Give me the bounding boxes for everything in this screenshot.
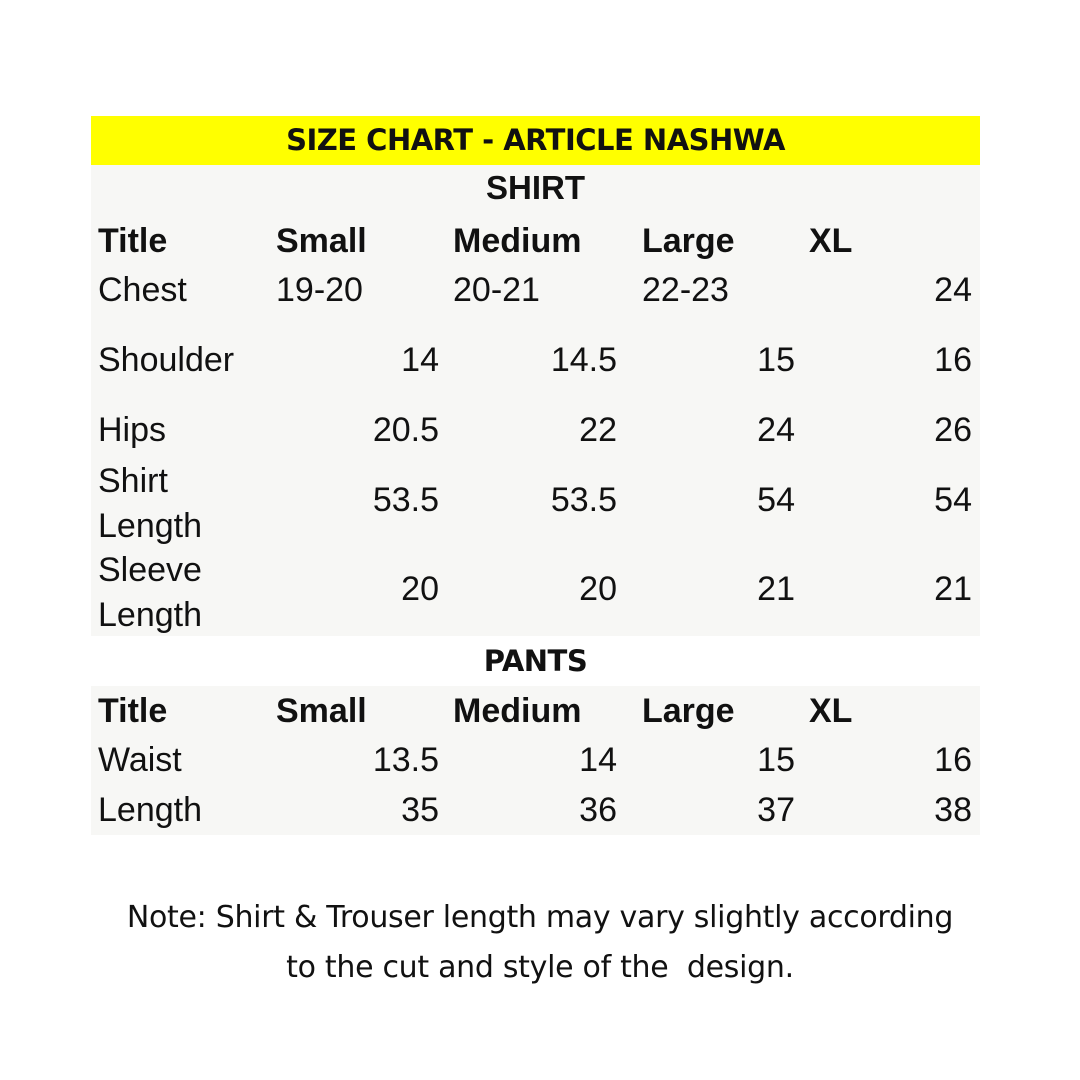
cell-small: 14: [401, 341, 439, 379]
cell-xl: 16: [934, 741, 972, 779]
cell-xl: 16: [934, 341, 972, 379]
cell-large: 15: [757, 741, 795, 779]
header-small: Small: [276, 692, 367, 730]
cell-large: 15: [757, 341, 795, 379]
size-note: [60, 893, 1020, 993]
row-label-line2: Length: [98, 507, 202, 545]
header-medium: Medium: [453, 222, 582, 260]
cell-xl: 54: [934, 481, 972, 519]
pants-section: [91, 686, 980, 835]
cell-large: 21: [757, 570, 795, 608]
cell-medium: 22: [579, 411, 617, 449]
table-row: [91, 459, 980, 549]
row-label: Chest: [98, 271, 187, 309]
cell-xl: 38: [934, 791, 972, 829]
row-label-line2: Length: [98, 596, 202, 634]
shirt-heading: SHIRT: [486, 169, 585, 206]
cell-medium: 20-21: [453, 271, 540, 309]
cell-xl: 24: [934, 271, 972, 309]
note-line-1: Note: Shirt & Trouser length may vary slightly according: [126, 900, 954, 935]
shirt-section: [91, 165, 980, 636]
header-xl: XL: [809, 222, 853, 260]
pants-heading-band: [91, 636, 980, 686]
cell-large: 37: [757, 791, 795, 829]
cell-large: 54: [757, 481, 795, 519]
cell-medium: 36: [579, 791, 617, 829]
cell-large: 22-23: [642, 271, 729, 309]
table-row: [91, 548, 980, 638]
header-title: Title: [98, 692, 168, 730]
header-small: Small: [276, 222, 367, 260]
cell-small: 19-20: [276, 271, 363, 309]
row-label: Length: [98, 791, 202, 829]
cell-large: 24: [757, 411, 795, 449]
header-title: Title: [98, 222, 168, 260]
header-xl: XL: [809, 692, 853, 730]
cell-small: 20.5: [372, 411, 439, 449]
row-label: Waist: [98, 741, 182, 779]
cell-medium: 14.5: [550, 341, 617, 379]
header-large: Large: [642, 692, 735, 730]
cell-xl: 26: [934, 411, 972, 449]
header-medium: Medium: [453, 692, 582, 730]
row-label: Shoulder: [98, 341, 235, 379]
row-label: Hips: [98, 411, 167, 449]
cell-small: 35: [401, 791, 439, 829]
size-chart-title: SIZE CHART - ARTICLE NASHWA: [91, 116, 980, 165]
cell-small: 13.5: [372, 741, 439, 779]
pants-heading: PANTS: [483, 644, 588, 678]
cell-medium: 20: [579, 570, 617, 608]
cell-medium: 53.5: [550, 481, 617, 519]
cell-medium: 14: [579, 741, 617, 779]
cell-xl: 21: [934, 570, 972, 608]
size-chart: [91, 116, 980, 835]
note-line-2: to the cut and style of the design.: [286, 950, 794, 985]
cell-small: 53.5: [372, 481, 439, 519]
cell-small: 20: [401, 570, 439, 608]
row-label: Shirt: [98, 462, 168, 500]
header-large: Large: [642, 222, 735, 260]
row-label: Sleeve: [98, 551, 202, 589]
